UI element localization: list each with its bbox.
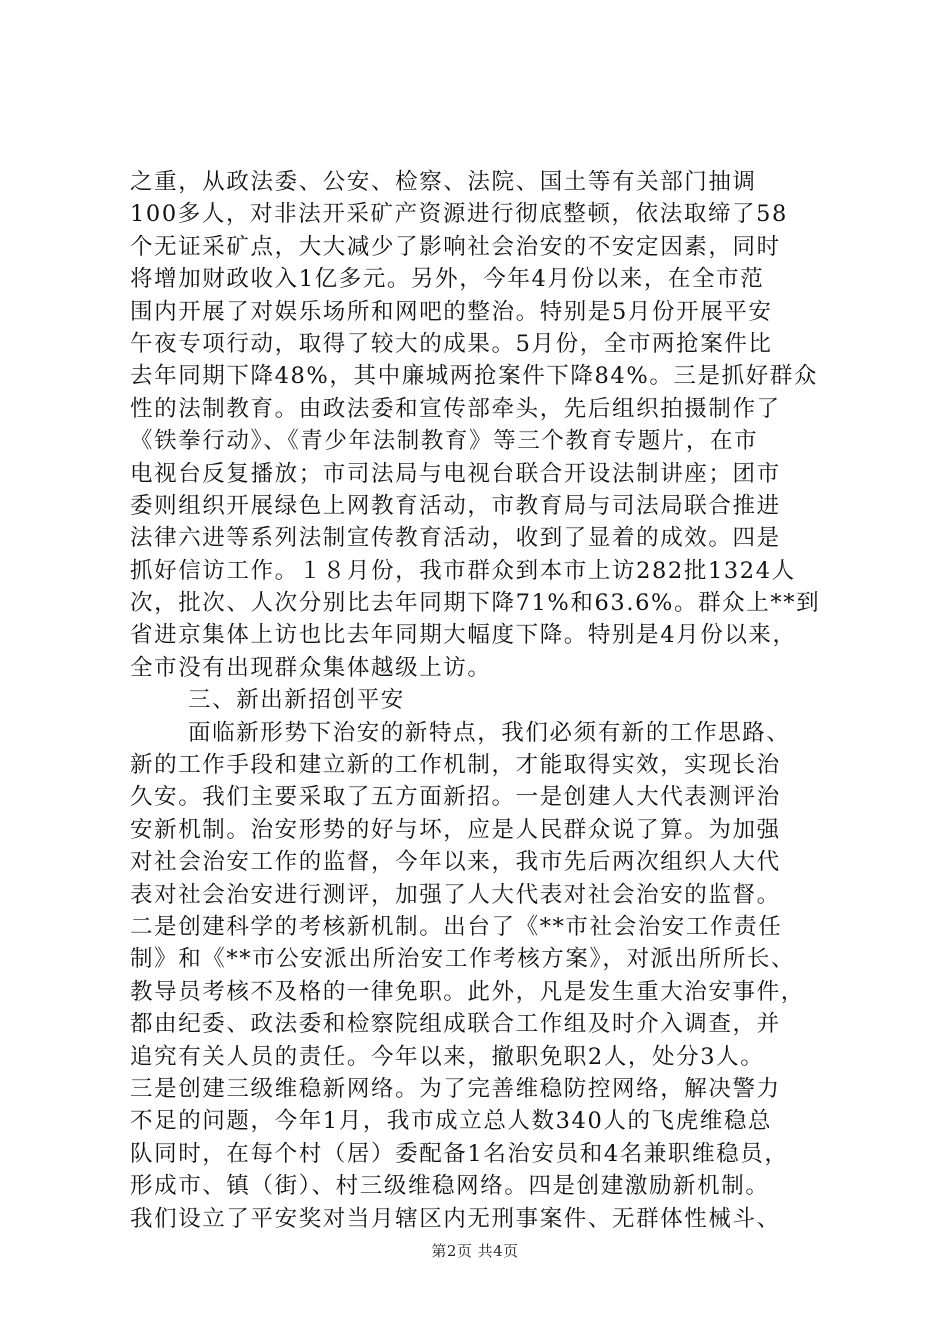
text-line: 都由纪委、政法委和检察院组成联合工作组及时介入调查，并 (130, 1011, 781, 1038)
text-line: 二是创建科学的考核新机制。出台了《**市社会治安工作责任 (130, 913, 783, 940)
text-line: 对社会治安工作的监督，今年以来，我市先后两次组织人大代 (130, 849, 781, 876)
text-line: 法律六进等系列法制宣传教育活动，收到了显着的成效。四是 (130, 525, 781, 552)
text-line: 午夜专项行动，取得了较大的成果。5月份，全市两抢案件比 (130, 330, 773, 357)
text-line: 省进京集体上访也比去年同期大幅度下降。特别是4月份以来， (130, 622, 797, 649)
text-line: 教导员考核不及格的一律免职。此外，凡是发生重大治安事件， (130, 978, 805, 1005)
text-line: 面临新形势下治安的新特点，我们必须有新的工作思路、 (188, 719, 791, 746)
text-line: 安新机制。治安形势的好与坏，应是人民群众说了算。为加强 (130, 816, 781, 843)
text-line: 性的法制教育。由政法委和宣传部牵头，先后组织拍摄制作了 (130, 395, 781, 422)
text-line: 抓好信访工作。１８月份，我市群众到本市上访282批1324人 (130, 557, 796, 584)
document-body (130, 166, 830, 1235)
text-line: 新的工作手段和建立新的工作机制，才能取得实效，实现长治 (130, 752, 781, 779)
text-line: 《铁拳行动》、《青少年法制教育》等三个教育专题片，在市 (130, 428, 759, 455)
text-line: 100多人，对非法开采矿产资源进行彻底整顿，依法取缔了58 (130, 201, 788, 228)
text-line: 电视台反复播放；市司法局与电视台联合开设法制讲座；团市 (130, 460, 781, 487)
page-number-footer: 第2页 共4页 (431, 1242, 519, 1260)
text-line: 形成市、镇（街）、村三级维稳网络。四是创建激励新机制。 (130, 1173, 770, 1200)
text-line: 去年同期下降48%，其中廉城两抢案件下降84%。三是抓好群众 (130, 363, 819, 390)
text-line: 队同时，在每个村（居）委配备1名治安员和4名兼职维稳员， (130, 1140, 789, 1167)
text-line: 围内开展了对娱乐场所和网吧的整治。特别是5月份开展平安 (130, 298, 773, 325)
text-line: 制》和《**市公安派出所治安工作考核方案》，对派出所所长、 (130, 946, 796, 973)
text-line: 将增加财政收入1亿多元。另外，今年4月份以来，在全市范 (130, 266, 765, 293)
text-line: 三、新出新招创平安 (188, 687, 405, 714)
text-line: 久安。我们主要采取了五方面新招。一是创建人大代表测评治 (130, 784, 781, 811)
text-line: 之重，从政法委、公安、检察、法院、国土等有关部门抽调 (130, 169, 757, 195)
text-line: 不足的问题，今年1月，我市成立总人数340人的飞虎维稳总 (130, 1108, 773, 1135)
text-line: 我们设立了平安奖对当月辖区内无刑事案件、无群体性械斗、 (130, 1205, 781, 1232)
text-line: 全市没有出现群众集体越级上访。 (130, 654, 492, 681)
text-line: 次，批次、人次分别比去年同期下降71%和63.6%。群众上**到 (130, 590, 821, 617)
text-line: 追究有关人员的责任。今年以来，撤职免职2人，处分3人。 (130, 1043, 765, 1070)
text-line: 三是创建三级维稳新网络。为了完善维稳防控网络，解决警力 (130, 1075, 781, 1102)
text-line: 表对社会治安进行测评，加强了人大代表对社会治安的监督。 (130, 881, 781, 908)
text-line: 个无证采矿点，大大减少了影响社会治安的不安定因素，同时 (130, 233, 781, 260)
text-line: 委则组织开展绿色上网教育活动，市教育局与司法局联合推进 (130, 492, 781, 519)
